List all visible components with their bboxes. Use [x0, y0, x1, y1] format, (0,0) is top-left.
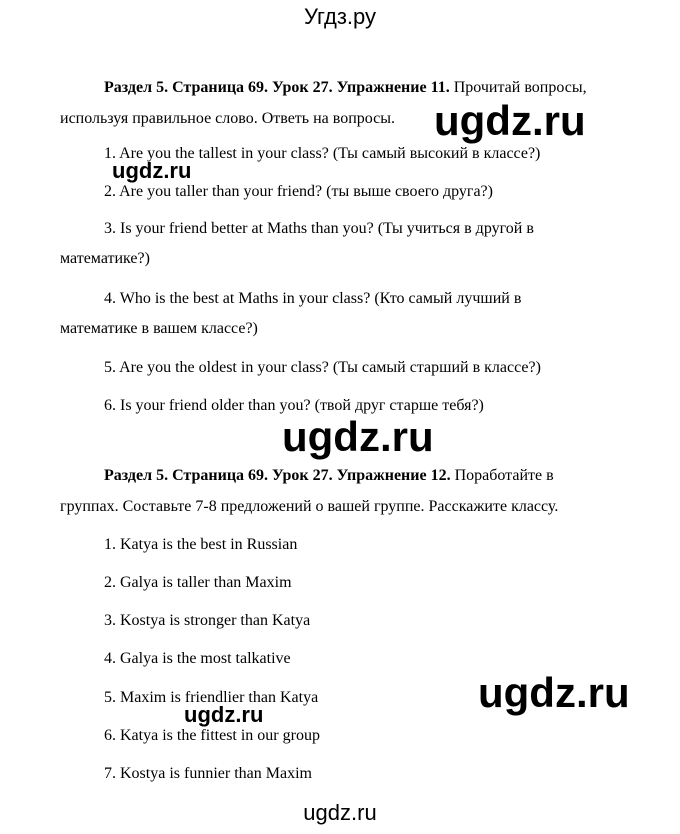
exercise-12-item: 6. Katya is the fittest in our group — [104, 727, 320, 744]
exercise-12-item: 2. Galya is taller than Maxim — [104, 574, 292, 591]
exercise-11-item-cont: математике?) — [60, 250, 150, 267]
watermark: ugdz.ru — [184, 702, 264, 727]
exercise-11-item-cont: математике в вашем классе?) — [60, 320, 258, 337]
exercise-12-item: 7. Kostya is funnier than Maxim — [104, 765, 312, 782]
watermark: ugdz.ru — [282, 413, 434, 460]
watermark: ugdz.ru — [434, 97, 586, 144]
exercise-11-item: 5. Are you the oldest in your class? (Ты самый старший в классе?) — [104, 359, 541, 376]
exercise-12-item: 4. Galya is the most talkative — [104, 650, 291, 667]
site-title: Угдз.ру — [303, 4, 377, 29]
exercise-12-item: 3. Kostya is stronger than Katya — [104, 612, 311, 629]
exercise-12-heading-bold: Раздел 5. Страница 69. Урок 27. Упражнение 12. — [104, 467, 451, 484]
exercise-11-item: 1. Are you the tallest in your class? (Ты самый высокий в классе?) — [104, 145, 541, 162]
exercise-12-heading — [104, 460, 634, 491]
exercise-11-item: 4. Who is the best at Maths in your class? (Кто самый лучший в — [104, 290, 522, 307]
exercise-11-item: 3. Is your friend better at Maths than you? (Ты учиться в другой в — [104, 220, 534, 237]
exercise-12-heading-rest: Поработайте в — [450, 467, 554, 484]
watermark: ugdz.ru — [478, 669, 630, 716]
watermark: ugdz.ru — [112, 158, 192, 183]
exercise-11-heading-line2: используя правильное слово. Ответь на вопросы. — [60, 110, 396, 127]
footer-site-name: ugdz.ru — [303, 800, 377, 825]
exercise-11-heading-rest: Прочитай вопросы, — [449, 79, 587, 96]
exercise-12-item: 5. Maxim is friendlier than Katya — [104, 689, 319, 706]
exercise-12-heading-line2: группах. Составьте 7-8 предложений о вашей группе. Расскажите классу. — [60, 498, 559, 515]
exercise-11-item: 2. Are you taller than your friend? (ты выше своего друга?) — [104, 183, 493, 200]
exercise-11-item: 6. Is your friend older than you? (твой друг старше тебя?) — [104, 397, 484, 414]
exercise-11-heading-bold: Раздел 5. Страница 69. Урок 27. Упражнение 11. — [104, 79, 450, 96]
exercise-12-item: 1. Katya is the best in Russian — [104, 536, 298, 553]
